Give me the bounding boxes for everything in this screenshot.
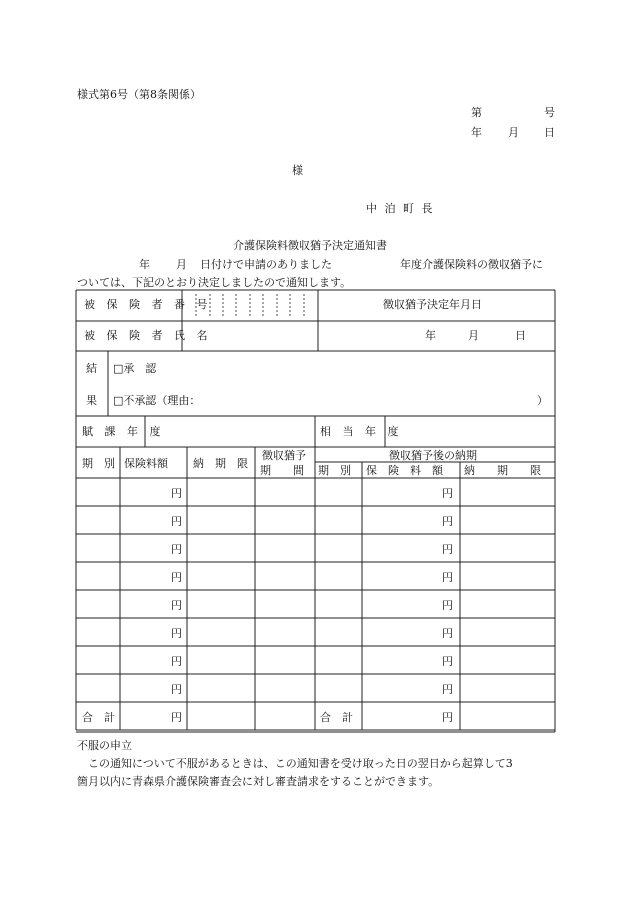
result-label-1: 結 xyxy=(86,362,97,375)
reject-checkbox[interactable]: □不承認（理由： xyxy=(113,394,201,407)
addressee-sama: 様 xyxy=(292,164,303,177)
yen-right: 円 xyxy=(442,655,453,668)
intro-line-2: ついては、下記のとおり決定しましたので通知します。 xyxy=(77,276,352,289)
issuer-title: 中 泊 町 長 xyxy=(366,202,435,215)
col-period: 期 別 xyxy=(82,457,115,470)
insured-number-label: 被 保 険 者 番 号 xyxy=(84,298,212,311)
yen-right: 円 xyxy=(442,627,453,640)
intro-year: 年 xyxy=(139,258,150,271)
yen-right: 円 xyxy=(442,543,453,556)
yen-left: 円 xyxy=(171,543,182,556)
intro-month: 月 xyxy=(176,258,187,271)
insured-name-label: 被 保 険 者 氏 名 xyxy=(84,329,212,342)
doc-date-year: 年 xyxy=(471,126,482,139)
yen-left: 円 xyxy=(171,627,182,640)
total-left-label: 合 計 xyxy=(82,711,115,724)
col-deferral-1: 徴収猶予 xyxy=(262,449,306,462)
objection-line-2: 箇月以内に青森県介護保険審査会に対し審査請求をすることができます。 xyxy=(77,775,440,788)
total-right-yen: 円 xyxy=(442,711,453,724)
document-title: 介護保険料徴収猶予決定通知書 xyxy=(233,239,387,252)
col-after: 徴収猶予後の納期 xyxy=(389,449,477,462)
doc-date-day: 日 xyxy=(544,126,555,139)
col-deferral-2: 期 間 xyxy=(260,464,304,477)
reject-close-paren: ） xyxy=(537,394,548,407)
yen-left: 円 xyxy=(171,599,182,612)
yen-right: 円 xyxy=(442,487,453,500)
yen-right: 円 xyxy=(442,571,453,584)
col-after-due: 納 期 限 xyxy=(464,464,541,477)
yen-right: 円 xyxy=(442,683,453,696)
yen-left: 円 xyxy=(171,571,182,584)
objection-heading: 不服の申立 xyxy=(77,739,132,752)
yen-left: 円 xyxy=(171,515,182,528)
intro-text-b: 年度介護保険料の徴収猶予に xyxy=(400,258,543,271)
yen-left: 円 xyxy=(171,487,182,500)
yen-right: 円 xyxy=(442,515,453,528)
doc-date-month: 月 xyxy=(508,126,519,139)
result-label-2: 果 xyxy=(86,394,97,407)
date-year: 年 xyxy=(425,329,436,342)
col-after-period: 期 別 xyxy=(318,464,351,477)
form-number: 様式第6号（第8条関係） xyxy=(77,88,201,101)
decision-date-label: 徴収猶予決定年月日 xyxy=(383,298,482,311)
doc-number-dai: 第 xyxy=(471,106,482,119)
applicable-year-label: 相 当 年 度 xyxy=(320,425,403,438)
doc-number-go: 号 xyxy=(544,106,555,119)
objection-line-1: この通知について不服があるときは、この通知書を受け取った日の翌日から起算して3 xyxy=(77,757,513,770)
yen-right: 円 xyxy=(442,599,453,612)
col-due: 納 期 限 xyxy=(193,457,248,470)
approve-checkbox[interactable]: □承 認 xyxy=(113,362,157,375)
total-left-yen: 円 xyxy=(171,711,182,724)
yen-left: 円 xyxy=(171,655,182,668)
total-right-label: 合 計 xyxy=(320,711,353,724)
col-after-premium: 保 険 料 額 xyxy=(366,464,443,477)
date-day: 日 xyxy=(515,329,526,342)
yen-left: 円 xyxy=(171,683,182,696)
date-month: 月 xyxy=(468,329,479,342)
col-premium: 保険料額 xyxy=(124,457,168,470)
levy-year-label: 賦 課 年 度 xyxy=(82,425,165,438)
intro-text-a: 日付けで申請のありました xyxy=(200,258,332,271)
